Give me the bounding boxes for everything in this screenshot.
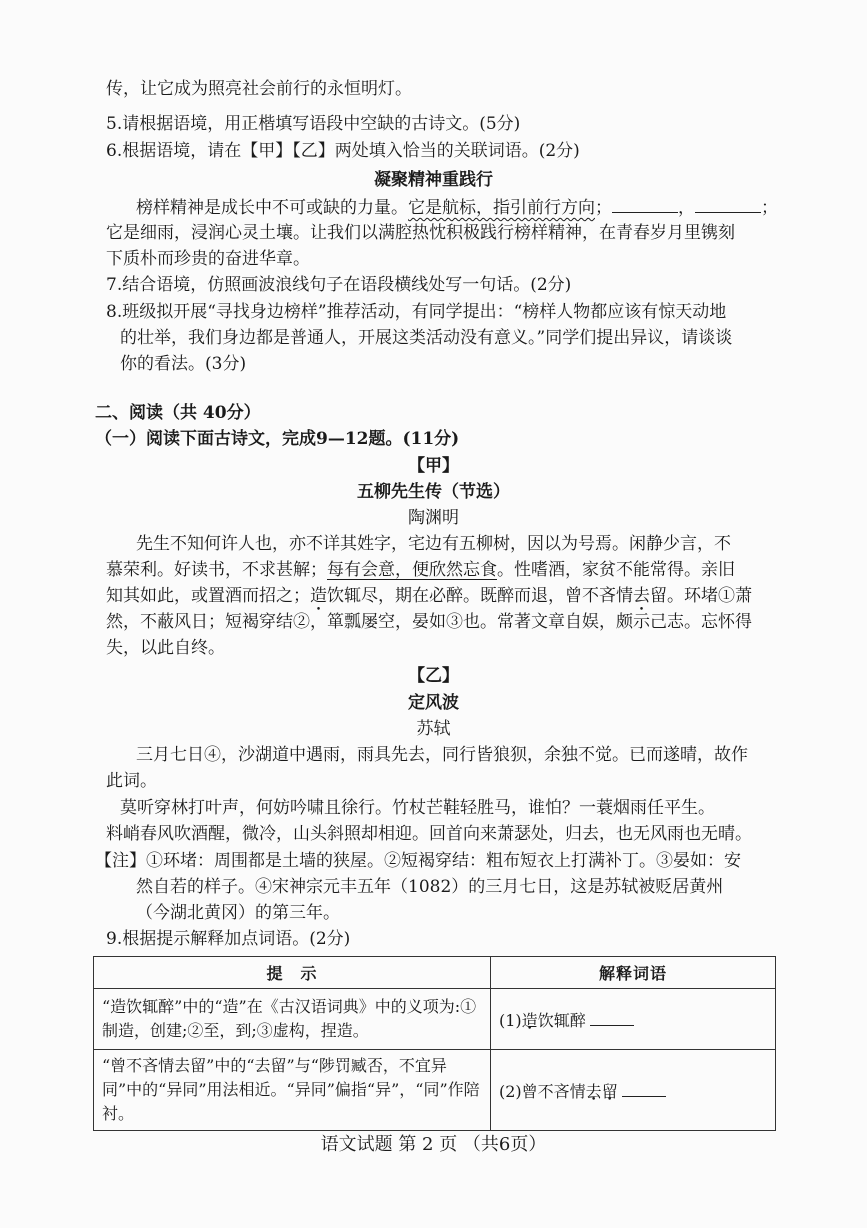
page-footer: 语文试题 第 2 页 （共6页） [320,1134,547,1155]
text-segment: 慕荣利。好读书，不求甚解； [106,560,327,580]
author-1: 陶渊明 [408,508,459,528]
answer-blank[interactable] [622,1080,666,1097]
section-heading: 二、阅读（共 40分） [95,403,261,423]
header-answer: 解释词语 [491,957,776,989]
answer-phrase: 饮辄醉 [537,1010,586,1030]
classical-text-line-5: 失，以此自终。 [106,638,225,658]
classical-text-line-4: 然，不蔽风日；短褐穿结②，箪瓢屡空，晏如③也。常著文章自娱，颇示己志。忘怀得 [106,612,752,632]
answer-blank[interactable] [695,196,761,213]
question-8-line-1: 8.班级拟开展“寻找身边榜样”推荐活动，有同学提出：“榜样人物都应该有惊天动地 [106,302,727,322]
poem-line-2: 料峭春风吹酒醒，微冷，山头斜照却相迎。回首向来萧瑟处，归去，也无风雨也无晴。 [106,824,752,844]
classical-text-line-2 [106,559,735,581]
text-segment: 饮辄尽，期在必醉。既醉而退，曾不吝情 [327,586,633,606]
text-segment: 留。环堵①萧 [650,586,752,606]
text-label-jia: 【甲】 [408,456,459,476]
notes-line-1: 【注】①环堵：周围都是土墙的狭屋。②短褐穿结：粗布短衣上打满补丁。③晏如：安 [95,851,741,871]
question-8-line-3: 你的看法。(3分) [120,354,247,374]
passage-line-2: 它是细雨，浸润心灵土壤。让我们以满腔热忱积极践行榜样精神，在青春岁月里镌刻 [106,223,735,243]
table-row [94,989,776,1050]
author-2: 苏轼 [416,719,451,739]
text-segment: 知其如此，或置酒而招之； [106,586,310,606]
subsection-heading: （一）阅读下面古诗文，完成9—12题。(11分) [95,429,460,449]
question-6: 6.根据语境，请在【甲】【乙】两处填入恰当的关联词语。(2分) [106,141,580,161]
punct: ； [761,198,778,218]
hint-cell: “曾不吝情去留”中的“去留”与“陟罚臧否，不宜异同”中的“异同”用法相近。“异同”偏指“异”，“同”作陪衬。 [94,1050,491,1131]
text-title-2: 定风波 [408,693,459,713]
classical-text-line-1: 先生不知何许人也，亦不详其姓字，宅边有五柳树，因以为号焉。闲静少言，不 [136,534,731,554]
answer-cell [491,989,776,1050]
answer-cell [491,1050,776,1131]
hint-cell: “造饮辄醉”中的“造”在《古汉语词典》中的义项为:①制造，创建;②至，到;③虚构，捏造。 [94,989,491,1050]
answer-table [93,956,776,1131]
passage-line-1 [136,196,778,219]
table-row [94,1050,776,1131]
punct: ； [595,198,612,218]
continued-text: 传，让它成为照亮社会前行的永恒明灯。 [106,79,412,99]
preface-line-1: 三月七日④，沙湖道中遇雨，雨具先去，同行皆狼狈，余独不觉。已而遂晴，故作 [136,745,748,765]
preface-line-2: 此词。 [106,771,157,791]
punct: ， [678,198,695,218]
question-8-line-2: 的壮举，我们身边都是普通人，开展这类活动没有意义。”同学们提出异议，请谈谈 [120,328,733,348]
answer-blank[interactable] [590,1009,634,1026]
text-segment: 。性嗜酒，家贫不能常得。亲旧 [497,560,735,580]
dotted-word: 去 [585,1081,602,1101]
question-9: 9.根据提示解释加点词语。(2分) [106,929,351,949]
answer-phrase: (2)曾不吝情 [499,1081,586,1101]
question-7: 7.结合语境，仿照画波浪线句子在语段横线处写一句话。(2分) [106,275,572,295]
underlined-sentence: 每有会意，便欣然忘食 [327,560,497,580]
header-hint: 提 示 [94,957,491,989]
question-5: 5.请根据语境，用正楷填写语段中空缺的古诗文。(5分) [106,114,521,134]
dotted-word: 造 [521,1010,538,1030]
dotted-word: 留 [601,1081,618,1101]
text-label-yi: 【乙】 [408,666,459,686]
dotted-word: 造 [310,586,327,606]
dotted-word: 去 [633,586,650,606]
notes-line-2: 然自若的样子。④宋神宗元丰五年（1082）的三月七日，这是苏轼被贬居黄州 [136,877,724,897]
passage-title: 凝聚精神重践行 [374,170,493,190]
answer-number: (1) [499,1010,522,1030]
classical-text-line-3 [106,585,752,607]
poem-line-1: 莫听穿林打叶声，何妨吟啸且徐行。竹杖芒鞋轻胜马，谁怕？一蓑烟雨任平生。 [120,798,715,818]
notes-line-3: （今湖北黄冈）的第三年。 [136,903,340,923]
wavy-underlined-sentence: 它是航标，指引前行方向 [408,198,595,218]
text-title-1: 五柳先生传（节选） [357,482,510,502]
table-header [94,957,776,989]
passage-line-3: 下质朴而珍贵的奋进华章。 [106,249,310,269]
passage-text: 榜样精神是成长中不可或缺的力量。 [136,198,408,218]
answer-blank[interactable] [612,196,678,213]
